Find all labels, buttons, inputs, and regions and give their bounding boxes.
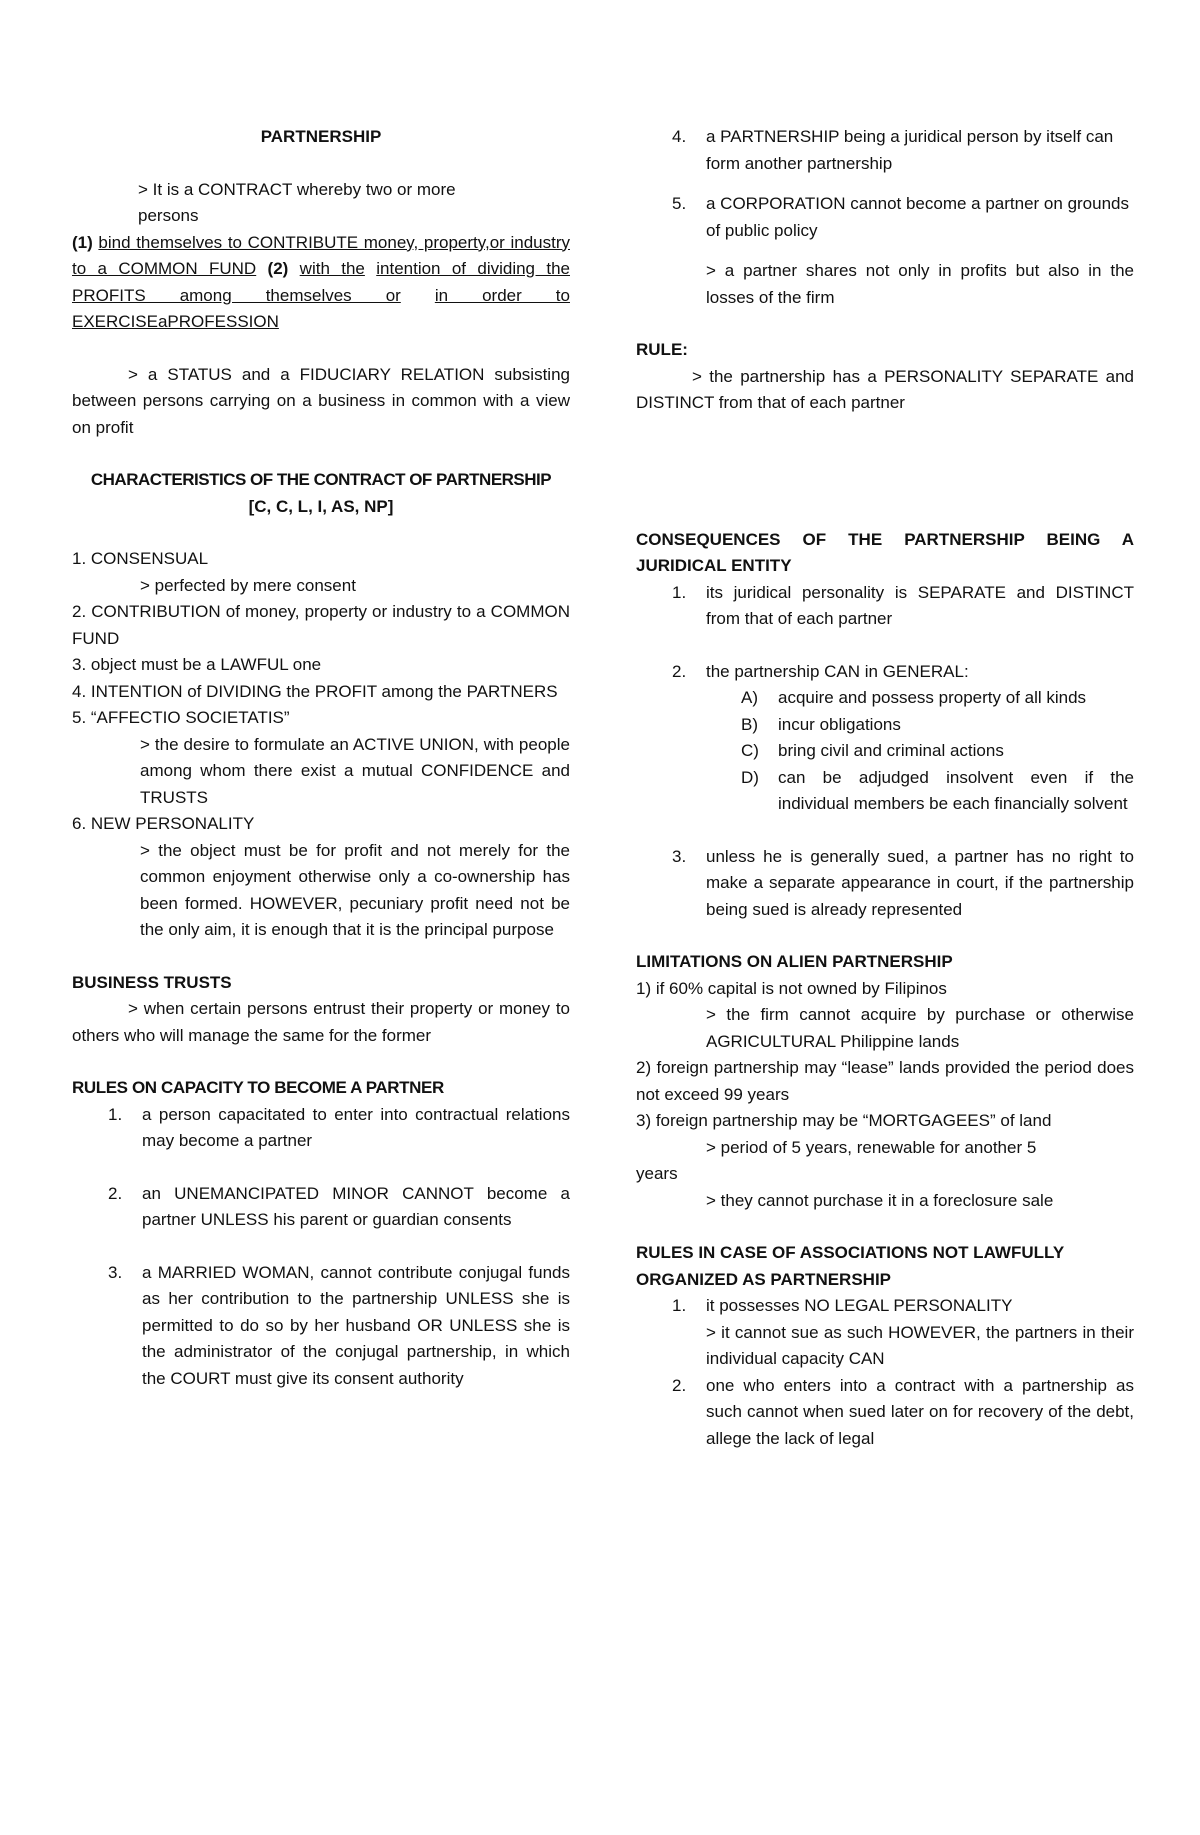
associations-title: RULES IN CASE OF ASSOCIATIONS NOT LAWFULLY ORGANIZED AS PARTNERSHIP <box>636 1243 1064 1289</box>
characteristic-1: 1. CONSENSUAL <box>72 549 209 568</box>
consequence-2-c-text: bring civil and criminal actions <box>778 741 1004 760</box>
consequence-3-number: 3. <box>672 846 687 866</box>
consequence-3-text: unless he is generally sued, a partner has no right to make a separate appearance in court, if the partnership being sued is already represented <box>706 846 1134 919</box>
capacity-item-2 <box>72 1181 570 1234</box>
characteristic-5: 5. “AFFECTIO SOCIETATIS” <box>72 708 290 727</box>
association-rule-1-text: it possesses NO LEGAL PERSONALITY <box>706 1296 1013 1315</box>
list-item-5-number: 5. <box>672 194 687 213</box>
capacity-item-3-number: 3. <box>108 1262 123 1282</box>
consequence-2-c-label: C) <box>741 741 759 760</box>
left-column <box>72 124 570 1392</box>
consequence-2-a-label: A) <box>741 688 758 707</box>
capacity-item-1 <box>72 1102 570 1155</box>
characteristic-4: 4. INTENTION of DIVIDING the PROFIT among the PARTNERS <box>72 681 558 701</box>
capacity-item-1-number: 1. <box>108 1104 123 1124</box>
capacity-item-2-text: an UNEMANCIPATED MINOR CANNOT become a partner UNLESS his parent or guardian consents <box>142 1183 570 1229</box>
definition-num-2: (2) <box>267 259 289 278</box>
business-trusts-title: BUSINESS TRUSTS <box>72 972 232 992</box>
limitations-title: LIMITATIONS ON ALIEN PARTNERSHIP <box>636 952 953 971</box>
consequence-1-number: 1. <box>672 582 687 602</box>
consequence-2 <box>636 659 1134 686</box>
characteristic-6: 6. NEW PERSONALITY <box>72 814 255 833</box>
partnership-title: PARTNERSHIP <box>260 127 382 146</box>
status-paragraph: > a STATUS and a FIDUCIARY RELATION subsisting between persons carrying on a business in common with a view on profit <box>72 364 570 437</box>
definition-part-2a: with the <box>299 259 365 278</box>
list-item-4 <box>636 124 1134 177</box>
characteristic-2: 2. CONTRIBUTION of money, property or industry to a COMMON FUND <box>72 602 570 648</box>
limitation-3-detail-a: > period of 5 years, renewable for another 5 <box>706 1137 1037 1157</box>
consequence-2-a <box>636 685 1134 712</box>
consequence-2-a-text: acquire and possess property of all kinds <box>778 688 1087 707</box>
right-column <box>636 124 1134 1452</box>
consequence-2-c <box>636 738 1134 765</box>
definition-line-2: persons <box>138 206 199 225</box>
definition-part-2b: intention of dividing the PROFITS among themselves or <box>72 259 570 305</box>
definition-body <box>72 230 570 336</box>
consequence-2-d-text: can be adjudged insolvent even if the individual members be each financially solvent <box>778 767 1134 813</box>
business-trusts-text: > when certain persons entrust their property or money to others who will manage the same for the former <box>72 999 570 1045</box>
characteristic-3: 3. object must be a LAWFUL one <box>72 655 322 674</box>
association-rule-2-number: 2. <box>672 1375 687 1395</box>
characteristic-5-detail: > the desire to formulate an ACTIVE UNION, with people among whom there exist a mutual CONFIDENCE and TRUSTS <box>140 734 570 807</box>
limitation-3: 3) foreign partnership may be “MORTGAGEES” of land <box>636 1111 1052 1130</box>
consequence-2-b <box>636 712 1134 739</box>
consequence-1 <box>636 580 1134 633</box>
limitation-2: 2) foreign partnership may “lease” lands provided the period does not exceed 99 years <box>636 1058 1134 1104</box>
consequence-2-b-label: B) <box>741 714 758 734</box>
capacity-title: RULES ON CAPACITY TO BECOME A PARTNER <box>72 1078 444 1097</box>
consequence-3 <box>636 844 1134 924</box>
capacity-item-2-number: 2. <box>108 1183 123 1203</box>
association-rule-2-text: one who enters into a contract with a partnership as such cannot when sued later on for recovery of the debt, allege the lack of legal <box>706 1375 1134 1448</box>
association-rule-1 <box>636 1293 1134 1320</box>
characteristics-subtitle: [C, C, L, I, AS, NP] <box>248 496 394 516</box>
limitation-1-detail: > the firm cannot acquire by purchase or otherwise AGRICULTURAL Philippine lands <box>706 1005 1134 1051</box>
consequence-2-b-text: incur obligations <box>778 714 901 734</box>
list-item-5 <box>636 191 1134 244</box>
rule-text: > the partnership has a PERSONALITY SEPARATE and DISTINCT from that of each partner <box>636 366 1134 412</box>
capacity-item-1-text: a person capacitated to enter into contractual relations may become a partner <box>142 1104 570 1150</box>
list-item-4-number: 4. <box>672 127 687 146</box>
association-rule-1-detail: > it cannot sue as such HOWEVER, the partners in their individual capacity CAN <box>706 1322 1134 1368</box>
consequence-2-number: 2. <box>672 661 687 681</box>
association-rule-2 <box>636 1373 1134 1453</box>
limitation-3-detail-a-cont: years <box>636 1164 678 1183</box>
consequence-2-text: the partnership CAN in GENERAL: <box>706 661 969 681</box>
characteristic-1-detail: > perfected by mere consent <box>140 575 356 595</box>
definition-part-1: bind themselves to CONTRIBUTE money, property,or industry to a COMMON FUND <box>72 232 570 278</box>
partner-shares-note: > a partner shares not only in profits but also in the losses of the firm <box>706 261 1134 307</box>
consequences-title: CONSEQUENCES OF THE PARTNERSHIP BEING A JURIDICAL ENTITY <box>636 529 1134 575</box>
characteristics-title: CHARACTERISTICS OF THE CONTRACT OF PARTNERSHIP <box>90 470 552 489</box>
rule-title: RULE: <box>636 340 688 359</box>
capacity-item-3-text: a MARRIED WOMAN, cannot contribute conjugal funds as her contribution to the partnership UNLESS she is permitted to do so by her husband OR UNLESS she is the administrator of the conjugal partnership, in which the COURT must give its consent authority <box>142 1262 570 1388</box>
definition-part-2c: in order to EXERCISEaPROFESSION <box>72 285 570 331</box>
consequence-1-text: its juridical personality is SEPARATE and DISTINCT from that of each partner <box>706 582 1134 628</box>
definition-num-1: (1) <box>72 232 93 252</box>
capacity-item-3 <box>72 1260 570 1393</box>
limitation-1: 1) if 60% capital is not owned by Filipinos <box>636 978 947 998</box>
definition-line-1: > It is a CONTRACT whereby two or more <box>138 179 456 199</box>
list-item-4-text: a PARTNERSHIP being a juridical person by itself can form another partnership <box>706 127 1114 173</box>
consequence-2-d-label: D) <box>741 767 759 787</box>
limitation-3-detail-b: > they cannot purchase it in a foreclosure sale <box>706 1190 1054 1210</box>
consequence-2-d <box>636 765 1134 818</box>
characteristic-6-detail: > the object must be for profit and not merely for the common enjoyment otherwise only a co-ownership has been formed. HOWEVER, pecuniary profit need not be the only aim, it is enough that it is the principal purpose <box>140 840 570 939</box>
list-item-5-text: a CORPORATION cannot become a partner on grounds of public policy <box>706 194 1129 240</box>
association-rule-1-number: 1. <box>672 1296 687 1315</box>
